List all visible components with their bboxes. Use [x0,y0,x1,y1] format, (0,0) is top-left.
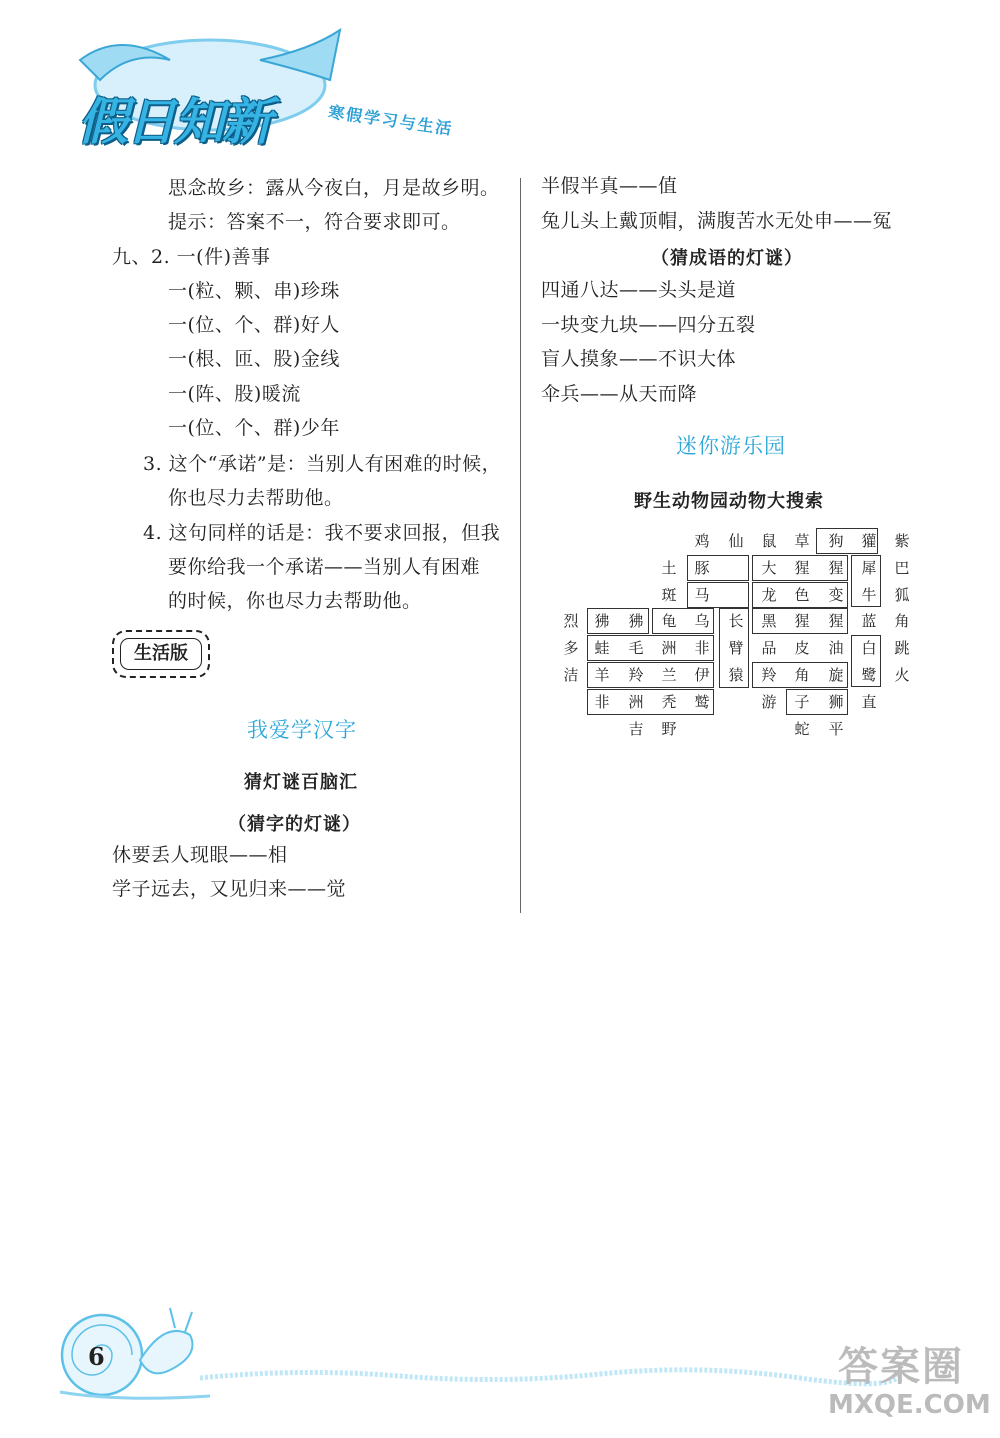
grid-cell: 蓝 [861,612,877,630]
grid-cell: 野 [661,720,677,738]
grid-cell: 牛 [861,586,877,604]
grid-cell: 吉 [628,720,644,738]
grid-cell: 洁 [563,666,579,684]
grid-cell: 猩 [828,559,844,577]
life-edition-badge [112,630,210,678]
grid-cell: 蛇 [794,720,810,738]
grid-cell: 狒 [594,612,610,630]
answer-line: 你也尽力去帮助他。 [168,487,344,509]
answer-line: 一(位、个、群)少年 [168,417,340,439]
answer-line: 4. 这句同样的话是：我不要求回报，但我 [143,522,501,544]
grid-cell: 伊 [694,666,710,684]
grid-cell: 皮 [794,639,810,657]
grid-cell: 角 [794,666,810,684]
grid-cell: 狒 [628,612,644,630]
grid-cell: 非 [694,639,710,657]
grid-cell: 猩 [794,559,810,577]
logo-slogan: 寒假学习与生活 [327,102,455,139]
grid-cell: 犀 [861,559,877,577]
riddle-line: 半假半真——值 [541,175,678,197]
answer-line: 的时候，你也尽力去帮助他。 [168,590,422,612]
grid-cell: 龟 [661,612,677,630]
grid-cell: 獾 [861,532,877,550]
grid-cell: 羚 [761,666,777,684]
grid-cell: 紫 [894,532,910,550]
answer-line: 思念故乡：露从今夜白，月是故乡明。 [168,177,500,199]
logo-title: 假日知新 [78,93,270,151]
idiom-line: 四通八达——头头是道 [541,279,737,301]
grid-cell: 火 [894,666,910,684]
riddle-type: （猜字的灯谜） [228,814,361,835]
riddle-subtitle: 猜灯谜百脑汇 [244,772,358,793]
grid-cell: 黑 [761,612,777,630]
section-title-chinese: 我爱学汉字 [247,718,357,742]
grid-cell: 巴 [894,559,910,577]
grid-cell: 旋 [828,666,844,684]
grid-cell: 臂 [728,639,744,657]
grid-cell: 非 [594,693,610,711]
column-divider [520,178,521,913]
grid-cell: 斑 [661,586,677,604]
idiom-riddle-type: （猜成语的灯谜） [651,248,803,269]
grid-cell: 游 [761,693,777,711]
grid-cell: 蛙 [594,639,610,657]
grid-cell: 鹭 [861,666,877,684]
grid-cell: 狮 [828,693,844,711]
grid-cell: 猩 [794,612,810,630]
grid-cell: 角 [894,612,910,630]
grid-cell: 长 [728,612,744,630]
idiom-line: 伞兵——从天而降 [541,383,698,405]
grid-cell: 直 [861,693,877,711]
puzzle-title: 野生动物园动物大搜索 [634,491,824,512]
grid-cell: 鼠 [761,532,777,550]
grid-cell: 草 [794,532,810,550]
grid-cell: 兰 [661,666,677,684]
page-number: 6 [88,1342,105,1371]
grid-cell: 羊 [594,666,610,684]
snail-icon [40,1300,220,1410]
idiom-line: 盲人摸象——不识大体 [541,348,737,370]
grid-cell: 羚 [628,666,644,684]
grid-cell: 洲 [661,639,677,657]
header-logo [60,20,520,170]
riddle-line: 兔儿头上戴顶帽，满腹苦水无处申——冤 [541,210,893,232]
grid-cell: 大 [761,559,777,577]
idiom-line: 一块变九块——四分五裂 [541,314,756,336]
grid-cell: 烈 [563,612,579,630]
watermark-logo: 答案圈 [838,1344,964,1390]
grid-cell: 鹫 [694,693,710,711]
answer-line: 提示：答案不一，符合要求即可。 [168,211,461,233]
grid-cell: 多 [563,639,579,657]
answer-line: 要你给我一个承诺——当别人有困难 [168,556,481,578]
answer-line: 一(阵、股)暖流 [168,383,301,405]
grid-cell: 毛 [628,639,644,657]
grid-cell: 子 [794,693,810,711]
grid-cell: 乌 [694,612,710,630]
watermark-url: MXQE.COM [828,1390,991,1420]
grid-cell: 白 [861,639,877,657]
grid-cell: 豚 [694,559,710,577]
grid-cell: 色 [794,586,810,604]
grid-cell: 变 [828,586,844,604]
grid-cell: 狐 [894,586,910,604]
footer-wave-line [200,1360,900,1390]
grid-cell: 秃 [661,693,677,711]
answer-line: 一(位、个、群)好人 [168,314,340,336]
grid-cell: 鸡 [694,532,710,550]
grid-cell: 品 [761,639,777,657]
grid-cell: 洲 [628,693,644,711]
grid-cell: 油 [828,639,844,657]
grid-cell: 土 [661,559,677,577]
grid-cell: 狗 [828,532,844,550]
badge-label: 生活版 [120,638,202,670]
riddle-line: 学子远去，又见归来——觉 [112,878,347,900]
riddle-line: 休要丢人现眼——相 [112,844,288,866]
section-title-mini-park: 迷你游乐园 [676,434,786,458]
answer-line: 一(粒、颗、串)珍珠 [168,280,340,302]
answer-line: 一(根、匝、股)金线 [168,348,340,370]
grid-cell: 跳 [894,639,910,657]
grid-cell: 平 [828,720,844,738]
grid-cell: 马 [694,586,710,604]
grid-cell: 仙 [728,532,744,550]
answer-line: 3. 这个“承诺”是：当别人有困难的时候， [143,453,502,475]
grid-cell: 猿 [728,666,744,684]
grid-cell: 猩 [828,612,844,630]
grid-cell: 龙 [761,586,777,604]
answer-line: 九、2. 一(件)善事 [112,246,271,268]
